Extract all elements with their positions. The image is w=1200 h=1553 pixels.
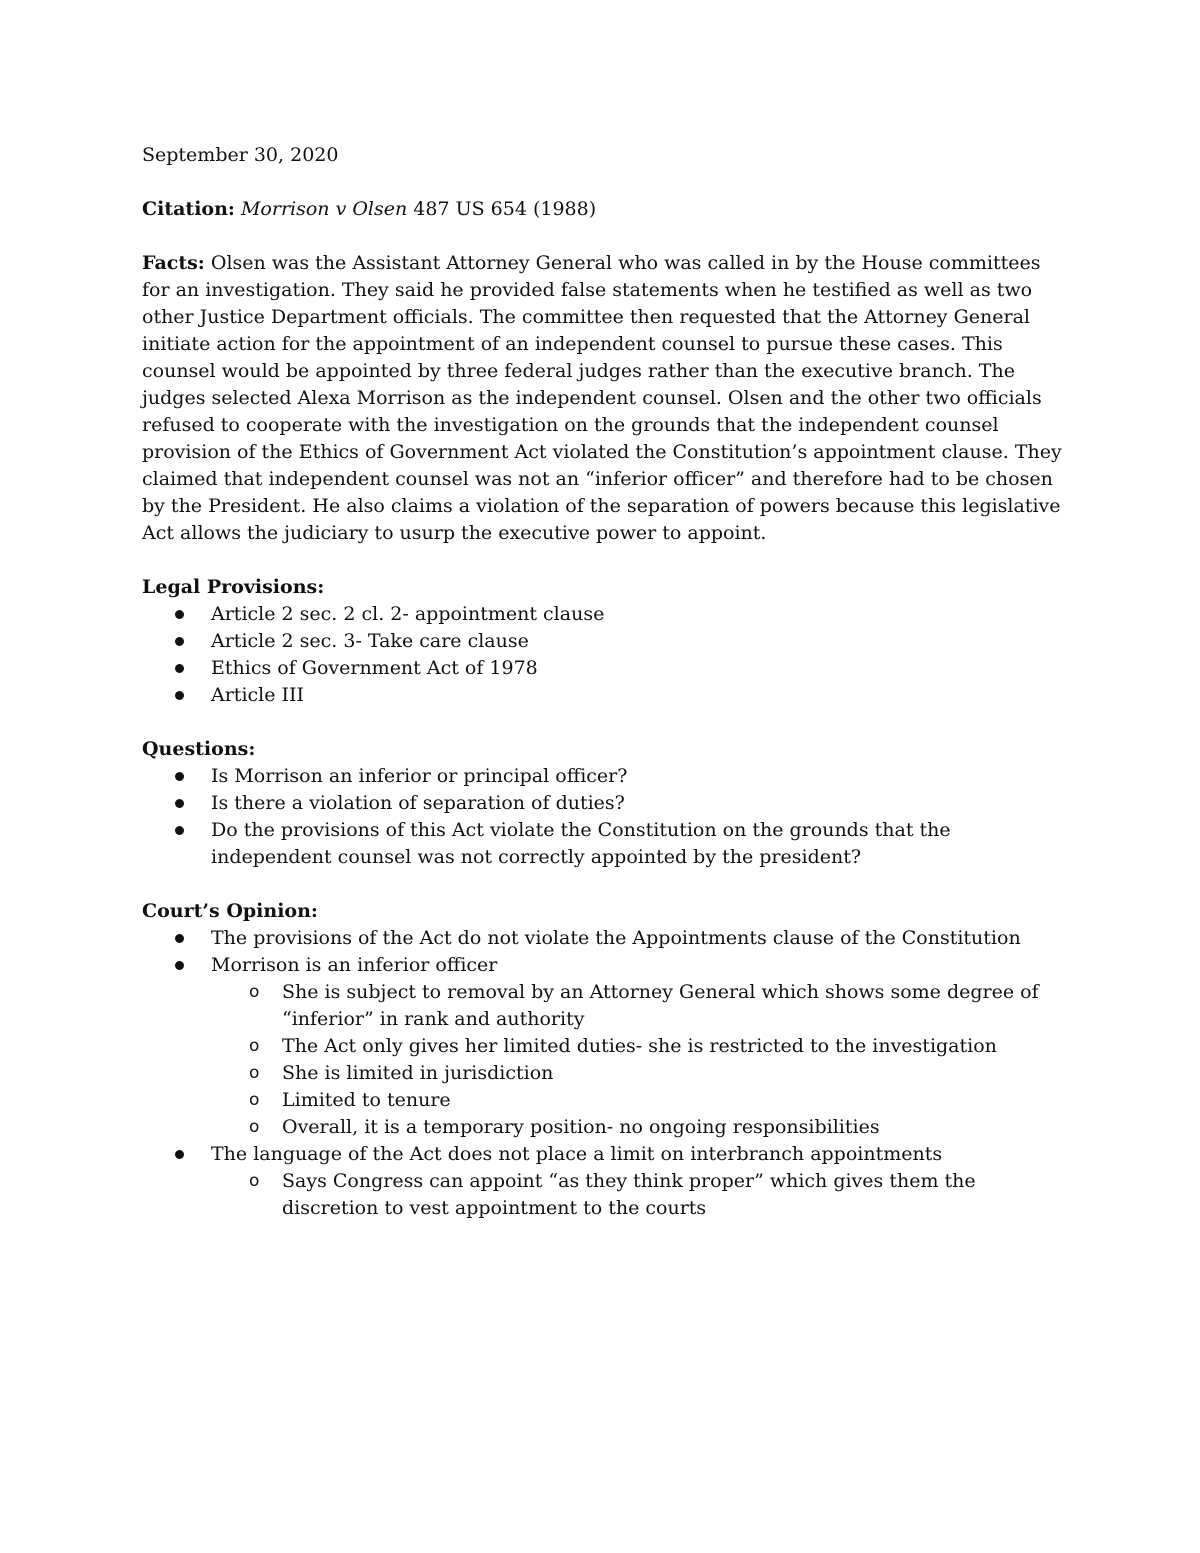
sub-list-item: o She is subject to removal by an Attorney General which shows some degree of “inferior” in rank and authority (249, 981, 1039, 1030)
questions-list (142, 763, 1062, 871)
circle-bullet-icon: o (249, 1036, 260, 1056)
list-item: Is Morrison an inferior or principal officer? (142, 763, 1062, 790)
facts-paragraph (142, 250, 1062, 547)
document-page (142, 142, 1062, 1249)
bullet-icon (175, 799, 184, 808)
bullet-icon (175, 691, 184, 700)
list-item: Article III (142, 682, 1062, 709)
bullet-icon (175, 637, 184, 646)
list-item: Article 2 sec. 2 cl. 2- appointment clause (142, 601, 1062, 628)
bullet-icon (175, 772, 184, 781)
citation-paragraph (142, 196, 1062, 223)
case-name: Morrison v Olsen (240, 198, 408, 220)
document-date: September 30, 2020 (142, 144, 339, 166)
bullet-icon (175, 961, 184, 970)
circle-bullet-icon: o (249, 982, 260, 1002)
bullet-icon (175, 826, 184, 835)
legal-provisions-list (142, 601, 1062, 709)
courts-opinion-heading: Court’s Opinion: (142, 900, 318, 922)
list-item: Ethics of Government Act of 1978 (142, 655, 1062, 682)
citation-label: Citation: (142, 198, 235, 220)
bullet-icon (175, 1150, 184, 1159)
sub-list-item: o Overall, it is a temporary position- no ongoing responsibilities (142, 1114, 1062, 1141)
list-item: The language of the Act does not place a limit on interbranch appointments o Says Congress can appoint “as they think proper” which gives them the discretion to vest appointment to the courts (142, 1141, 1062, 1222)
questions-heading: Questions: (142, 738, 256, 760)
sub-list-item: o She is limited in jurisdiction (142, 1060, 1062, 1087)
list-item: Do the provisions of this Act violate the Constitution on the grounds that the independent counsel was not correctly appointed by the president? (142, 817, 1062, 871)
bullet-icon (175, 664, 184, 673)
case-reference: 487 US 654 (1988) (407, 198, 597, 220)
list-item: Article 2 sec. 3- Take care clause (142, 628, 1062, 655)
courts-opinion-list (142, 925, 1062, 1222)
circle-bullet-icon: o (249, 1063, 260, 1083)
circle-bullet-icon: o (249, 1171, 260, 1191)
sub-list-item: o The Act only gives her limited duties- she is restricted to the investigation (142, 1033, 1062, 1060)
bullet-icon (175, 610, 184, 619)
facts-text: Olsen was the Assistant Attorney General who was called in by the House committees for an investigation. They said he provided false statements when he testified as well as two other Justice Department officials. The committee then requested that the Attorney General initiate action for the appointment of an independent counsel to pursue these cases. This counsel would be appointed by three federal judges rather than the executive branch. The judges selected Alexa Morrison as the independent counsel. Olsen and the other two officials refused to cooperate with the investigation on the grounds that the independent counsel provision of the Ethics of Government Act violated the Constitution’s appointment clause. They claimed that independent counsel was not an “inferior officer” and therefore had to be chosen by the President. He also claims a violation of the separation of powers because this legislative Act allows the judiciary to usurp the executive power to appoint. (142, 252, 1062, 544)
list-item: Morrison is an inferior officer o She is subject to removal by an Attorney General which shows some degree of “inferior” in rank and authority o The Act only gives her limited duties- she is restricted to the investigation o She is limited in jurisdiction o Limited to tenure o Overall, it is a temporary position- no ongoing responsibilities (142, 952, 1062, 1141)
circle-bullet-icon: o (249, 1117, 260, 1137)
sub-list-item: o Limited to tenure (142, 1087, 1062, 1114)
list-item: The provisions of the Act do not violate the Appointments clause of the Constitution (142, 925, 1062, 952)
sub-list (211, 1168, 1062, 1222)
list-item: Is there a violation of separation of duties? (142, 790, 1062, 817)
bullet-icon (175, 934, 184, 943)
sub-list (211, 979, 1062, 1141)
facts-label: Facts: (142, 252, 205, 274)
legal-provisions-heading: Legal Provisions: (142, 576, 325, 598)
circle-bullet-icon: o (249, 1090, 260, 1110)
sub-list-item: o Says Congress can appoint “as they think proper” which gives them the discretion to vest appointment to the courts (249, 1170, 976, 1219)
